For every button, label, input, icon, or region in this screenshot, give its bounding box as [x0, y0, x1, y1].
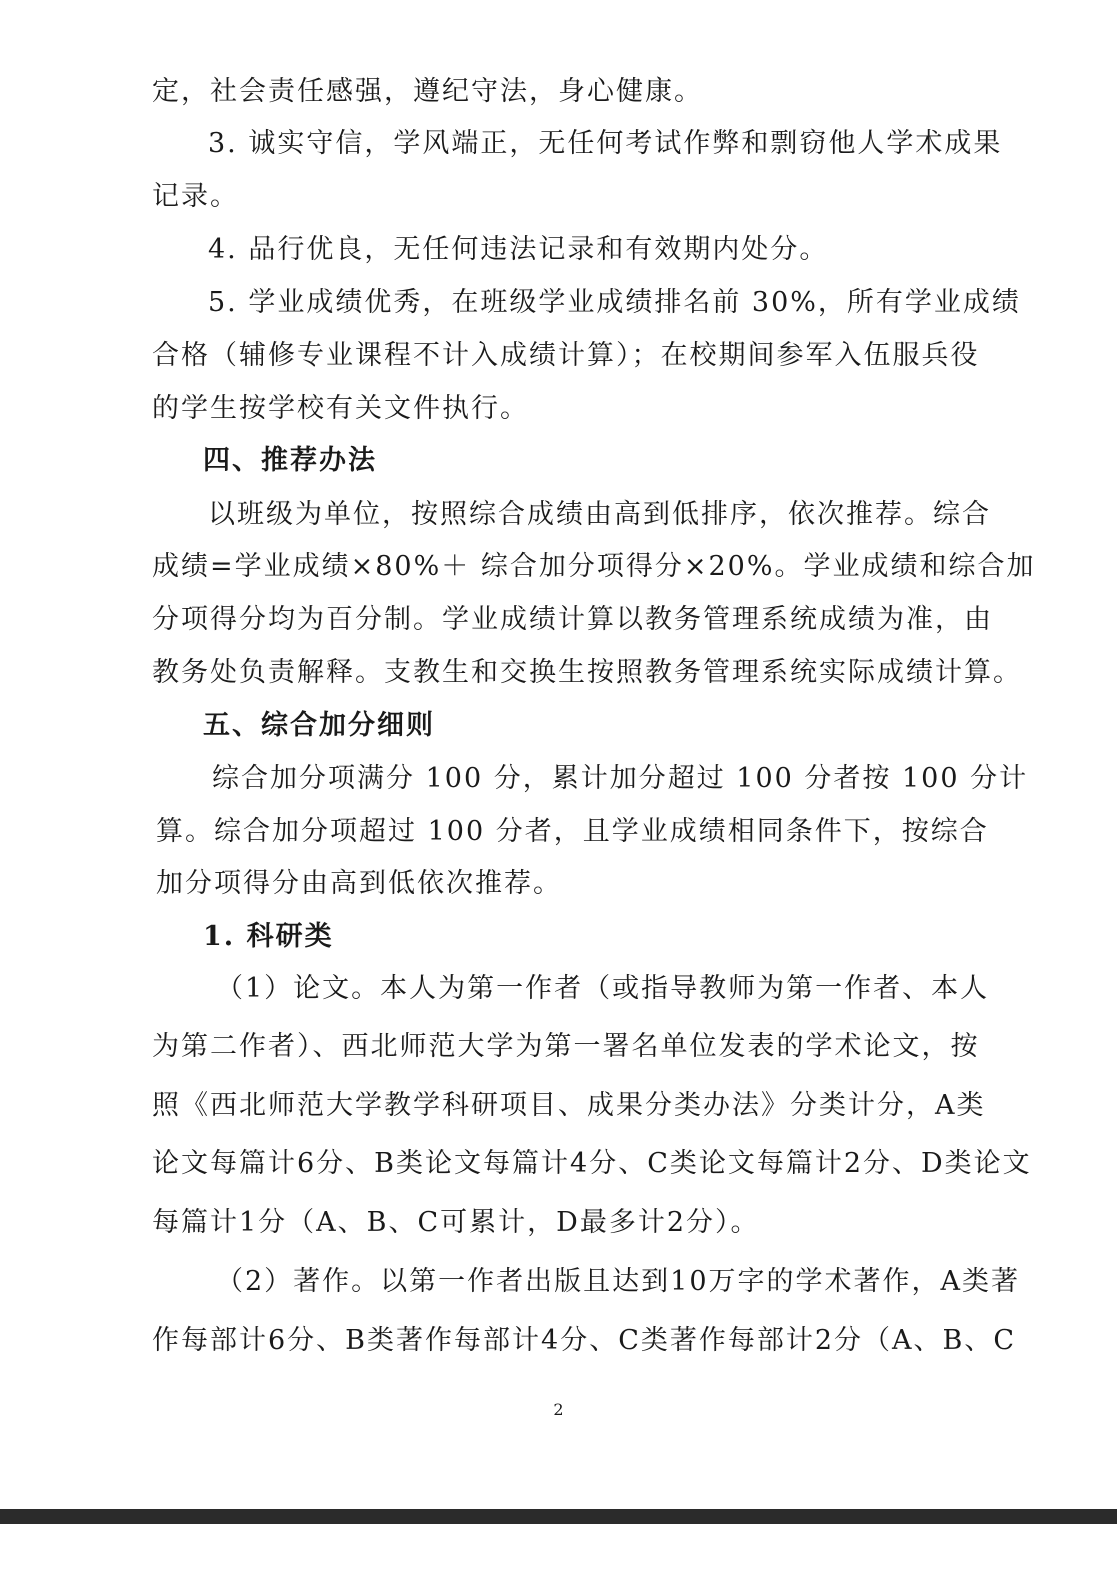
text-line: 每篇计1分（A、B、C可累计，D最多计2分）。 [152, 1207, 760, 1238]
text-line: 综合加分项满分 100 分，累计加分超过 100 分者按 100 分计 [212, 763, 1029, 794]
section-heading: 四、推荐办法 [203, 445, 377, 476]
text-line: 作每部计6分、B类著作每部计4分、C类著作每部计2分（A、B、C [152, 1325, 1017, 1356]
text-line: 定，社会责任感强，遵纪守法，身心健康。 [152, 76, 703, 107]
text-line: 4. 品行优良，无任何违法记录和有效期内处分。 [208, 234, 829, 265]
text-line: （1）论文。本人为第一作者（或指导教师为第一作者、本人 [216, 973, 990, 1004]
text-line: 记录。 [152, 181, 239, 212]
page-number: 2 [553, 1400, 564, 1419]
text-line: （2）著作。以第一作者出版且达到10万字的学术著作，A类著 [216, 1266, 1021, 1297]
viewer-bottom-area [0, 1524, 1117, 1574]
text-line: 分项得分均为百分制。学业成绩计算以教务管理系统成绩为准，由 [152, 604, 993, 635]
subsection-heading: 1. 科研类 [203, 921, 334, 952]
section-heading: 五、综合加分细则 [203, 710, 435, 741]
text-line: 加分项得分由高到低依次推荐。 [156, 868, 562, 899]
text-line: 的学生按学校有关文件执行。 [152, 393, 529, 424]
text-line: 3. 诚实守信，学风端正，无任何考试作弊和剽窃他人学术成果 [208, 128, 1003, 159]
text-line: 论文每篇计6分、B类论文每篇计4分、C类论文每篇计2分、D类论文 [152, 1148, 1032, 1179]
text-line: 算。综合加分项超过 100 分者，且学业成绩相同条件下，按综合 [156, 816, 989, 847]
text-line: 照《西北师范大学教学科研项目、成果分类办法》分类计分，A类 [152, 1090, 986, 1121]
text-line: 5. 学业成绩优秀，在班级学业成绩排名前 30%，所有学业成绩 [208, 287, 1021, 318]
text-line: 教务处负责解释。支教生和交换生按照教务管理系统实际成绩计算。 [152, 657, 1022, 688]
text-line: 以班级为单位，按照综合成绩由高到低排序，依次推荐。综合 [208, 499, 991, 530]
text-line: 为第二作者）、西北师范大学为第一署名单位发表的学术论文，按 [152, 1031, 980, 1062]
viewer-bottom-bar [0, 1509, 1117, 1524]
text-line: 合格（辅修专业课程不计入成绩计算）；在校期间参军入伍服兵役 [152, 340, 980, 371]
text-line: 成绩=学业成绩×80%＋ 综合加分项得分×20%。学业成绩和综合加 [152, 551, 1036, 582]
